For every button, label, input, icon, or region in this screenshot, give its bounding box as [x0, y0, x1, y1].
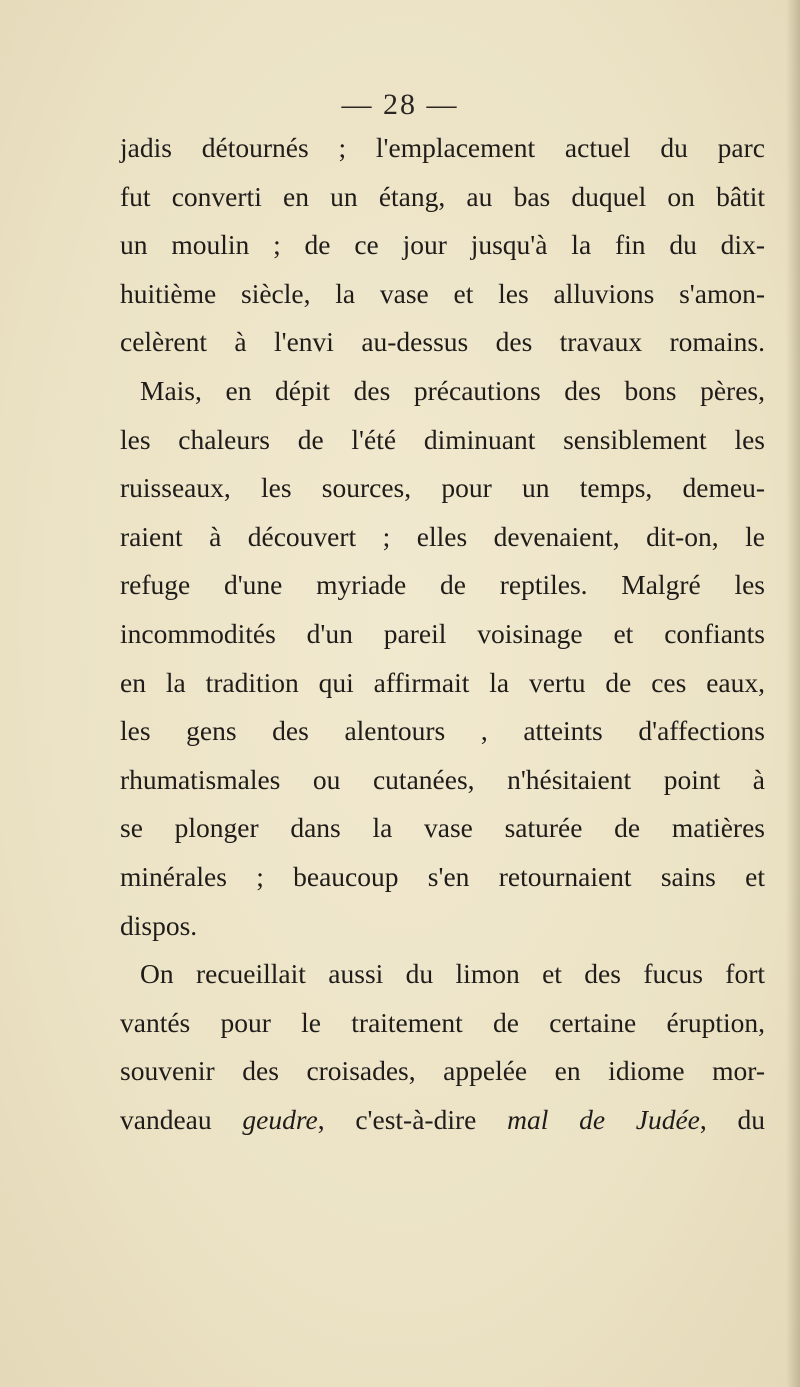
text-line: se plonger dans la vase saturée de matières [120, 812, 765, 844]
text-line: vantés pour le traitement de certaine éruption, [120, 1006, 765, 1038]
text-line: incommodités d'un pareil voisinage et confiants [120, 617, 765, 649]
text-fragment: , du [699, 1103, 766, 1135]
text-line: rhumatismales ou cutanées, n'hésitaient point à [120, 763, 765, 795]
text-line: raient à découvert ; elles devenaient, dit-on, le [120, 520, 765, 552]
text-line-last [120, 1096, 765, 1145]
text-line: les gens des alentours , atteints d'affections [120, 715, 765, 747]
text-line: les chaleurs de l'été diminuant sensiblement les [120, 423, 765, 455]
text-line: minérales ; beaucoup s'en retournaient sains et [120, 860, 765, 892]
italic-phrase-mal-de-judee: mal de Judée [507, 1103, 700, 1135]
page-edge-shadow [786, 0, 800, 1387]
text-fragment: vandeau [120, 1103, 212, 1135]
body-text [120, 124, 765, 1144]
text-line: ruisseaux, les sources, pour un temps, demeu- [120, 472, 765, 504]
text-line: jadis détournés ; l'emplacement actuel du parc [120, 132, 765, 163]
text-line: dispos. [120, 909, 198, 941]
text-fragment: , c'est-à-dire [317, 1103, 477, 1135]
text-line: en la tradition qui affirmait la vertu de ces eaux, [120, 666, 765, 698]
italic-word-geudre: geudre [242, 1103, 318, 1135]
text-line: refuge d'une myriade de reptiles. Malgré les [120, 569, 765, 601]
text-line: fut converti en un étang, au bas duquel on bâtit [120, 180, 765, 212]
text-line: celèrent à l'envi au-dessus des travaux romains. [120, 326, 765, 358]
text-line: Mais, en dépit des précautions des bons pères, [140, 374, 765, 406]
text-line: souvenir des croisades, appelée en idiome mor- [120, 1055, 765, 1087]
page-number: — 28 — [341, 88, 459, 121]
text-line: On recueillait aussi du limon et des fucus fort [140, 958, 765, 990]
text-line: un moulin ; de ce jour jusqu'à la fin du dix- [120, 229, 765, 261]
text-line: huitième siècle, la vase et les alluvions s'amon- [120, 277, 765, 309]
